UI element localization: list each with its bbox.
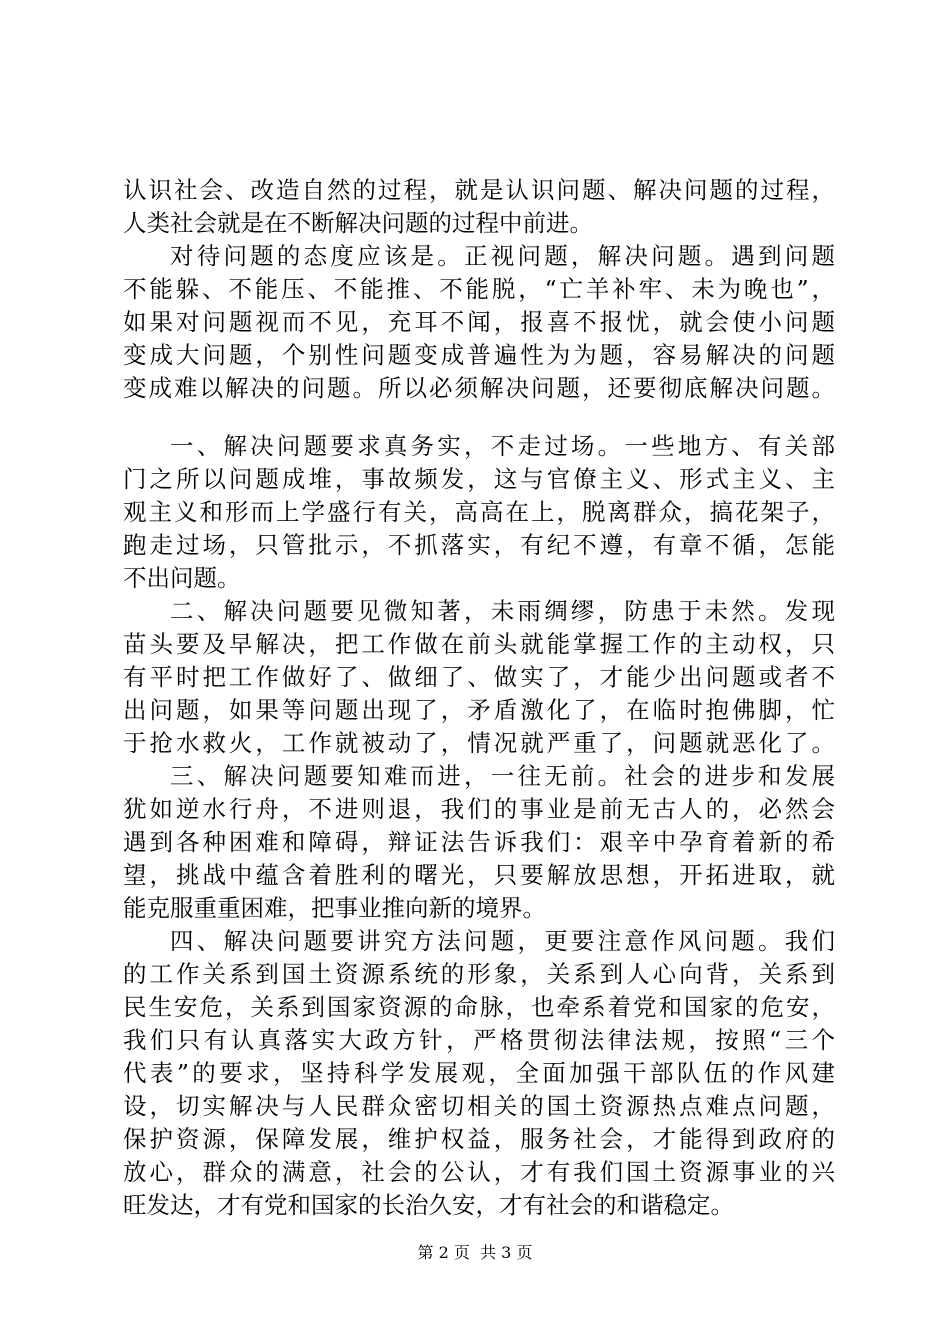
paragraph-attitude [123, 240, 835, 405]
text-line: 的工作关系到国土资源系统的形象，关系到人心向背，关系到 [123, 960, 835, 988]
paragraph-intro-continuation [123, 174, 835, 240]
text-line: 望，挑战中蕴含着胜利的曙光，只要解放思想，开拓进取，就 [123, 861, 835, 889]
text-line: 对待问题的态度应该是。正视问题，解决问题。遇到问题 [170, 242, 835, 270]
text-line: 三、解决问题要知难而进，一往无前。社会的进步和发展 [170, 762, 835, 790]
text-line: 能克服重重困难，把事业推向新的境界。 [123, 894, 546, 922]
text-line: 犹如逆水行舟，不进则退，我们的事业是前无古人的，必然会 [123, 795, 835, 823]
text-line: 人类社会就是在不断解决问题的过程中前进。 [123, 209, 593, 237]
text-line: 民生安危，关系到国家资源的命脉，也牵系着党和国家的危安， [123, 993, 835, 1021]
text-line: 保护资源，保障发展，维护权益，服务社会，才能得到政府的 [123, 1125, 835, 1153]
text-line: 有平时把工作做好了、做细了、做实了，才能少出问题或者不 [123, 663, 835, 691]
text-line: 四、解决问题要讲究方法问题，更要注意作风问题。我们 [170, 927, 835, 955]
document-body [123, 174, 835, 1222]
text-line: 我们只有认真落实大政方针，严格贯彻法律法规，按照“三个 [123, 1026, 835, 1054]
text-line: 跑走过场，只管批示，不抓落实，有纪不遵，有章不循，怎能 [123, 531, 835, 559]
text-line: 放心，群众的满意，社会的公认，才有我们国土资源事业的兴 [123, 1158, 835, 1186]
text-line: 如果对问题视而不见，充耳不闻，报喜不报忧，就会使小问题 [123, 308, 835, 336]
paragraph-point-2 [123, 595, 835, 760]
text-line: 于抢水救火，工作就被动了，情况就严重了，问题就恶化了。 [123, 729, 835, 757]
text-line: 苗头要及早解决，把工作做在前头就能掌握工作的主动权，只 [123, 630, 835, 658]
text-line: 门之所以问题成堆，事故频发，这与官僚主义、形式主义、主 [123, 465, 835, 493]
text-line: 设，切实解决与人民群众密切相关的国土资源热点难点问题， [123, 1092, 835, 1120]
text-line: 变成大问题，个别性问题变成普遍性为为题，容易解决的问题 [123, 341, 835, 369]
text-line: 二、解决问题要见微知著，未雨绸缪，防患于未然。发现 [170, 597, 835, 625]
paragraph-point-3 [123, 760, 835, 925]
text-line: 不能躲、不能压、不能推、不能脱，“亡羊补牢、未为晚也”， [123, 275, 835, 303]
text-line: 不出问题。 [123, 564, 241, 592]
text-line: 出问题，如果等问题出现了，矛盾激化了，在临时抱佛脚，忙 [123, 696, 835, 724]
paragraph-point-4 [123, 925, 835, 1222]
paragraph-point-1 [123, 430, 835, 595]
page-number-footer: 第 2 页 共 3 页 [417, 1243, 533, 1262]
text-line: 观主义和形而上学盛行有关，高高在上，脱离群众，搞花架子， [123, 498, 835, 526]
text-line: 一、解决问题要求真务实，不走过场。一些地方、有关部 [170, 432, 835, 460]
text-line: 变成难以解决的问题。所以必须解决问题，还要彻底解决问题。 [123, 374, 835, 402]
text-line: 代表”的要求，坚持科学发展观，全面加强干部队伍的作风建 [123, 1059, 835, 1087]
text-line: 认识社会、改造自然的过程，就是认识问题、解决问题的过程， [123, 176, 835, 204]
text-line: 遇到各种困难和障碍，辩证法告诉我们：艰辛中孕育着新的希 [123, 828, 835, 856]
paragraph-gap [123, 405, 835, 430]
text-line: 旺发达，才有党和国家的长治久安，才有社会的和谐稳定。 [123, 1191, 734, 1219]
